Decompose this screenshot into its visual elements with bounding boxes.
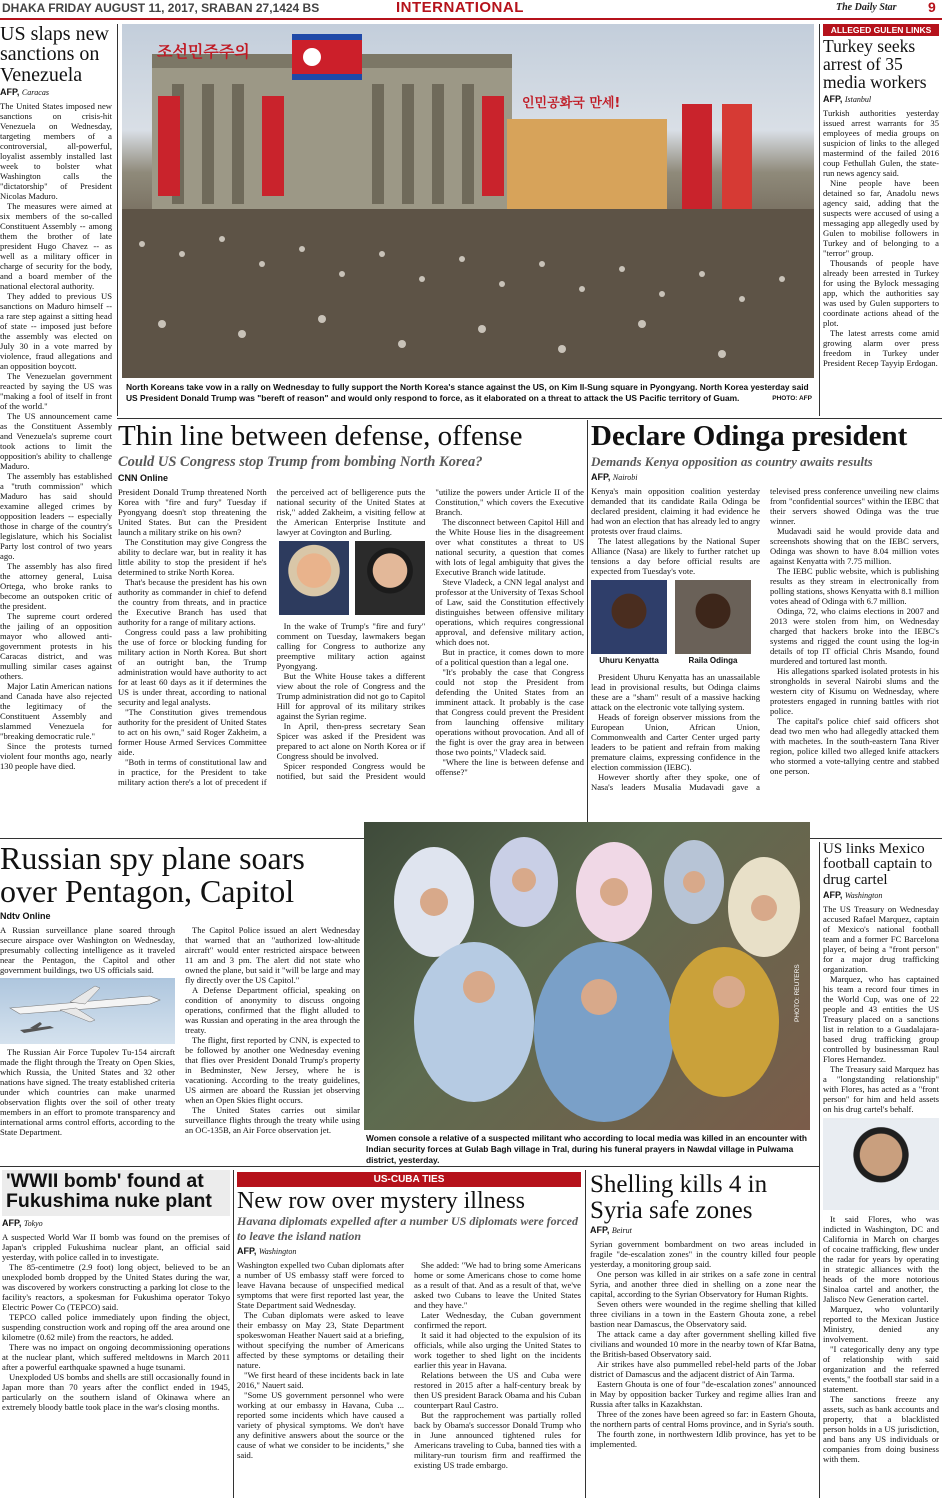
- paragraph: Steve Vladeck, a CNN legal analyst and professor at the University of Texas School of Law, said the Constitution effectively distinguishes between offensive military operations, which requires congressional approval, and defensive military action, which does not.: [435, 576, 584, 647]
- paragraph: The disconnect between Capitol Hill and the White House lies in the disagreement over what constitutes a threat to US national security, a question that comes with lots of legal ambiguity that gives the Executive Branch wide latitude.: [435, 516, 584, 577]
- bomb-headline: 'WWII bomb' found at Fukushima nuke plant: [6, 1170, 212, 1212]
- paragraph: A Russian surveillance plane soared through secure airspace over Washington on Wednesday, presumably collecting intelligence as it traveled near the Pentagon, the Capitol and other government buildings, two US officials said.: [0, 925, 175, 976]
- paragraph: The Constitution may give Congress the ability to declare war, but in reality it has little ability to stop the president if he's determined to strike North Korea.: [118, 536, 267, 577]
- banner-text: 조선민주주의: [157, 42, 250, 61]
- kashmir-funeral-photo: [364, 822, 810, 1130]
- bomb-body: [2, 1232, 230, 1412]
- byline-place: Washington: [258, 1247, 297, 1257]
- odinga-label: Raila Odinga: [688, 655, 738, 665]
- paragraph: Relations between the US and Cuba were restored in 2015 after a half-century break by then US president Barack Obama and his Cuban counterpart Raul Castro.: [414, 1370, 581, 1411]
- kenyatta-portrait: [591, 580, 667, 654]
- odinga-portrait: [675, 580, 751, 654]
- column-rule: [587, 420, 588, 832]
- paragraph: They added to previous US sanctions on Maduro himself -- a rare step against a sitting head of state -- imposed just before the assembly was elected on July 30 in a vote marred by violence, fraud allegations and an opposition boycott.: [0, 291, 112, 372]
- paragraph: The US announcement came as the Constituent Assembly and Venezuela's supreme court took actions to limit the opposition's ability to challenge Maduro.: [0, 411, 112, 472]
- paragraph: It said it had objected to the expulsion of its officials, while also urging the United States to work together to shed light on the incidents earlier this year in Havana.: [414, 1330, 581, 1371]
- column-rule: [117, 24, 118, 416]
- paragraph: "We first heard of these incidents back in late 2016," Nauert said.: [237, 1370, 404, 1391]
- russia-body: [0, 925, 360, 1180]
- paragraph: The United States imposed new sanctions on crisis-hit Venezuela on Wednesday, targeting members of a controversial, all-powerful, loyalist assembly installed last week to bolster what Washington calls the "dictatorship" of President Nicolas Maduro.: [0, 101, 112, 202]
- paragraph: "It's probably the case that Congress could not stop the President from defending the United States from an imminent attack. It probably is the case that Congress could prevent the President from launching offensive military operations without provocation. And all of the fight is over the gray area in between those two points," Vladeck said.: [435, 666, 584, 757]
- paragraph: A suspected World War II bomb was found on the premises of Japan's crippled Fukushima nuclear plant, an official said yesterday, with police called in to investigate.: [2, 1231, 230, 1262]
- column-rule: [819, 842, 820, 1498]
- paragraph: The latest arrests come amid growing alarm over press freedom in Turkey under President Recep Tayyip Erdogan.: [823, 327, 939, 368]
- paragraph: President Donald Trump threatened North Korea with "fire and fury" Tuesday if Pyongyang doesn't stop threatening the United States. But can the President launch a military strike on his own?: [118, 486, 267, 537]
- paragraph: Kenya's main opposition coalition yesterday demanded that its candidate Raila Odinga be declared president, claiming it had evidence he had won an election that has already led to angry protests over fraud claims.: [591, 485, 760, 536]
- banner-text-2: 인민공화국 만세!: [522, 96, 621, 111]
- cuba-kicker: US-CUBA TIES: [237, 1172, 581, 1187]
- paper-name: The Daily Star: [836, 2, 897, 13]
- byline-place: Istanbul: [844, 94, 872, 104]
- paragraph: However shortly after they spoke, one of Nasa's leaders Musalia Mudavadi gave a televised press conference unveiling new claims from "confidential sources" within the IEBC that their servers showed Odinga was the true winner.: [591, 485, 939, 792]
- paragraph: Odinga, 72, who claims elections in 2007 and 2013 were stolen from him, on Wednesday charged that hackers broke into the IEBC's systems and rigged the count using the log-in details of top IT official Chris Msando, found murdered and tortured last month.: [770, 605, 939, 666]
- cuba-body: [237, 1260, 581, 1486]
- paragraph: A Defense Department official, speaking on condition of anonymity to discuss ongoing operations, confirmed that the flight alluded to was Russian and operating in the area through the treaty.: [185, 985, 360, 1036]
- paragraph: The flight, first reported by CNN, is expected to be followed by another one Wednesday evening that flies over President Donald Trump's property in Bedminster, New Jersey, where he is vacationing. According to the treaty guidelines, US airmen are aboard the Russian jet observing when an Open Skies flight occurs.: [185, 1035, 360, 1106]
- mexico-story: [823, 842, 939, 1498]
- paragraph: Air strikes have also pummelled rebel-held parts of the Jobar district of Damascus and the adjacent district of Ain Tarma.: [590, 1359, 816, 1379]
- paragraph: Three of the zones have been agreed so far: in Eastern Ghouta, the northern parts of central Homs province, and in Syria's south.: [590, 1409, 816, 1429]
- byline-agency: AFP: [0, 87, 17, 98]
- pyongyang-rally-photo: [122, 24, 814, 378]
- bomb-story: [2, 1170, 230, 1498]
- photo-credit: PHOTO: AFP: [772, 395, 812, 402]
- byline-place: Tokyo: [23, 1218, 43, 1228]
- byline-agency: AFP: [823, 889, 840, 900]
- trump-body: [118, 487, 584, 822]
- paragraph: Mudavadi said he would provide data and screenshots showing that on the IEBC servers, Odinga was shown to have 8.04 million votes against Kenyatta with 7.75 million.: [770, 525, 939, 566]
- russian-plane-photo: [0, 978, 175, 1044]
- paragraph: The Capitol Police issued an alert Wednesday that warned that an "authorized low-altitude aircraft" would enter restricted airspace between 11 am and 3 pm. The alert did not state who owned the plane, but said it "will be large and may fly directly over the US Capitol.": [185, 925, 360, 986]
- paragraph: The 85-centimetre (2.9 foot) long object, believed to be an unexploded bomb dropped by the United States during the war, was discovered by workers constructing a parking lot close to the facility's reactors, a spokesman for Fukushima operator Tokyo Electric Power Co (TEPCO) said.: [2, 1261, 230, 1312]
- paragraph: The United States carries out similar surveillance flights through the treaty while using an OC-135B, an Air Force observation jet.: [185, 1105, 360, 1136]
- kim-portrait: [355, 541, 425, 615]
- paragraph: The supreme court ordered the jailing of an opposition mayor who allowed anti-government protests in his Caracas district, and was mulling similar cases against others.: [0, 611, 112, 682]
- syria-story: [590, 1172, 816, 1498]
- paragraph: The IEBC public website, which is publishing results as they stream in electronically from polling stations, shows Kenyatta with 8.1 million votes ahead of Odinga with 6.7 million.: [770, 565, 940, 606]
- paragraph: "The Constitution gives tremendous authority for the president of United States to act on his own," said Roger Zakheim, a former House Armed Services Committee aide.: [118, 706, 267, 757]
- paragraph: The Venezuelan government reacted by saying the US was "making a fool of itself in front of the world.": [0, 371, 112, 412]
- bomb-headline-box: [2, 1170, 230, 1216]
- turkey-body: [823, 108, 939, 368]
- paragraph: "Both in terms of constitutional law and in practice, for the President to take military action there's a lot of precedent if the perceived act of belligerence puts the national security of the United States at risk," added Zakheim, a visiting fellow at the American Enterprise Institute and lawyer at Covington and Burling.: [118, 486, 426, 787]
- kenya-byline: AFP, Nairobi: [591, 471, 638, 482]
- paragraph: The assembly has also fired the attorney general, Luisa Ortega, who broke ranks to become an outspoken critic of the president.: [0, 561, 112, 612]
- turkey-kicker: ALLEGED GULEN LINKS: [823, 24, 939, 36]
- paragraph: "I categorically deny any type of relationship with said organization and the referred events," the football star said in a statement.: [823, 1343, 939, 1394]
- kenya-body: [591, 486, 939, 836]
- byline-agency: AFP: [590, 1225, 607, 1235]
- rally-illustration: [122, 24, 814, 378]
- turkey-story: [823, 24, 939, 416]
- paragraph: But the rapprochement was partially rolled back by Obama's successor Donald Trump who in June announced tightened rules for Americans traveling to Cuba, banned ties with a military-run tourism firm and reaffirmed the existing US trade embargo.: [414, 1410, 581, 1471]
- paragraph: The measures were aimed at six members of the so-called Constituent Assembly -- among them the brother of late president Hugo Chavez -- as well as a military officer in charge of security for the body, and a board member of the national electoral authority.: [0, 201, 112, 292]
- masthead: [0, 0, 942, 18]
- paragraph: One person was killed in air strikes on a safe zone in central Syria, and another three died in shelling on a zone near the capital, according to the Syrian Observatory for Human Rights.: [590, 1269, 816, 1299]
- column-rule: [233, 1170, 234, 1498]
- cuba-story: [237, 1172, 581, 1498]
- paragraph: Syrian government bombardment on two areas included in fragile "de-escalation zones" in the country killed four people yesterday, a monitoring group said.: [590, 1239, 816, 1269]
- paragraph: Unexploded US bombs and shells are still occasionally found in Japan more than 70 years after the conflict ended in 1945, particularly on the southern island of Okinawa where an extremely bloody battle took place in the war's closing months.: [2, 1371, 230, 1412]
- paragraph: "Where the line is between defense and offense?": [435, 756, 584, 777]
- paragraph: Washington expelled two Cuban diplomats after a number of US embassy staff were forced to leave Havana because of unspecified medical symptoms that were first reported last year, the State Department said Wednesday.: [237, 1260, 404, 1311]
- funeral-illustration: [364, 822, 810, 1130]
- caption-text: North Koreans take vow in a rally on Wednesday to fully support the North Korea's stance against the US, on Kim Il-Sung square in Pyongyang. North Korea yesterday said US President Donald Trump was "bereft of reason" and would only respond to force, as it elaborated on a threat to attack the US Pacific territory of Guam.: [126, 382, 809, 403]
- venezuela-headline: US slaps new sanctions on Venezuela: [0, 23, 109, 86]
- venezuela-story: [0, 24, 112, 840]
- paragraph: There was no impact on ongoing decommissioning operations at the nuclear plant, which suffered meltdowns in March 2011 after a powerful earthquake spawned a huge tsunami.: [2, 1341, 230, 1372]
- kenya-photos: [591, 580, 760, 668]
- russia-byline: Ndtv Online: [0, 911, 51, 922]
- paragraph: The attack came a day after government shelling killed five civilians and wounded 10 more in the nearby town of Kfar Batna, the British-based Observatory said.: [590, 1329, 816, 1359]
- section-title: INTERNATIONAL: [396, 0, 524, 16]
- byline-place: Caracas: [21, 88, 49, 98]
- paragraph: The Russian Air Force Tupolev Tu-154 aircraft made the flight through the Treaty on Open Skies, which Russia, the United States and 32 other nations have signed. The treaty established criteria under which countries can make unarmed observation flights over the soil of other treaty members in an effort to promote transparency and international arms control efforts, according to the State Department.: [0, 1047, 175, 1138]
- paragraph: Seven others were wounded in the regime shelling that killed three civilians in a town in the Eastern Ghouta zone, a rebel bastion near Damascus, the Observatory said.: [590, 1299, 816, 1329]
- marquez-portrait: [823, 1118, 939, 1210]
- turkey-headline: Turkey seeks arrest of 35 media workers: [823, 36, 927, 92]
- paragraph: The Treasury said Marquez has a "longstanding relationship" with Flores, has acted as a "front person" for him and held assets on his drug cartel's behalf.: [823, 1063, 939, 1114]
- paragraph: Nine people have been detained so far, Anadolu news agency said, adding that the suspects were accused of using a messaging app allegedly used by Gulen to mobilise followers in Turkey and of belonging to a "terror" group.: [823, 177, 939, 258]
- paragraph: In April, then-press secretary Sean Spicer was asked if the President was prepared to act alone on North Korea or if Congress should be involved.: [276, 720, 426, 761]
- page-number: 9: [928, 0, 936, 15]
- kenya-deck: Demands Kenya opposition as country awaits results: [591, 453, 873, 469]
- byline-agency: AFP: [2, 1217, 19, 1228]
- syria-body: [590, 1239, 816, 1449]
- paragraph: The capital's police chief said officers shot dead two men who had allegedly attacked them with machetes. In the south-eastern Tana River region, police killed two alleged knife attackers who stormed a vote-tallying centre and stabbed one person.: [770, 715, 939, 776]
- column-rule: [819, 24, 820, 416]
- paragraph: It said Flores, who was indicted in Washington, DC and California in March on charges of cocaine trafficking, flew under the radar for years by operating in strategic alliances with the heads of the more notorious Sinaloa cartel and another, the Jalisco New Generation cartel.: [823, 1213, 939, 1304]
- trump-story: [118, 422, 584, 834]
- paragraph: TEPCO called police immediately upon finding the object, suspending construction work and roping off the area around one kilometre (0.62 mile) from the reactors, he added.: [2, 1311, 230, 1342]
- kenya-story: [591, 422, 939, 834]
- masthead-rule: [0, 18, 942, 20]
- paragraph: The sanctions freeze any assets, such as bank accounts and property, that a blacklisted person holds in a US jurisdiction, and bans any US individuals or companies from doing business with them.: [823, 1393, 939, 1464]
- byline-place: Beirut: [611, 1226, 632, 1235]
- section-rule: [0, 1166, 819, 1167]
- paragraph: Later Wednesday, the Cuban government confirmed the report.: [414, 1310, 581, 1331]
- trump-byline: CNN Online: [118, 472, 169, 483]
- byline-agency: AFP: [591, 471, 608, 482]
- paragraph: Heads of foreign observer missions from the European Union, African Union, Commonwealth and Carter Center urged party leaders to be patient and refrain from making premature claims, expressing confidence in the election commission (IEBC).: [591, 711, 760, 772]
- trump-kim-photos: [277, 541, 426, 617]
- paragraph: Spicer responded Congress would be notified, but said the President would "utilize the powers under Article II of the Constitution," which covers the Executive Branch.: [276, 486, 584, 781]
- byline-place: Washington: [844, 890, 883, 900]
- mexico-headline: US links Mexico football captain to drug cartel: [823, 841, 933, 888]
- paragraph: The US Treasury on Wednesday accused Rafael Marquez, captain of Mexico's national football team and a former FC Barcelona player, of being a "front person" for a major drug trafficking organization.: [823, 903, 939, 974]
- pyongyang-caption: [126, 382, 812, 408]
- paragraph: Thousands of people have already been arrested in Turkey for using the Bylock messaging app, which the authorities say was used by Gulen supporters to coordinate actions ahead of the plot.: [823, 257, 939, 328]
- paragraph: His allegations sparked isolated protests in his strongholds in several Nairobi slums and the western city of Kisumu on Wednesday, where protesters engaged in running battles with riot police.: [770, 665, 939, 716]
- paragraph: She added: "We had to bring some Americans home or some Americans chose to come home as a result of that. And as a result of that, we've asked two Cubans to leave the United States and they have.": [414, 1260, 581, 1311]
- trump-deck: Could US Congress stop Trump from bombing North Korea?: [118, 453, 483, 470]
- russia-headline: Russian spy plane soars over Pentagon, Capitol: [0, 840, 305, 909]
- paragraph: The Cuban diplomats were asked to leave their embassy on May 23, State Department spokeswoman Heather Nauert said at a briefing, without specifying the number of Americans affected by these symptoms or detailing their nature.: [237, 1310, 404, 1371]
- section-rule: [117, 418, 942, 419]
- paragraph: The assembly has established a "truth commission" which Maduro has said should examine alleged crimes by opposition leaders -- especially those in charge of the country's legislature, which his Socialist Party lost control of two years ago.: [0, 471, 112, 562]
- paragraph: But in practice, it comes down to more of a political question than a legal one.: [435, 646, 584, 667]
- paragraph: Major Latin American nations and Canada have also rejected the legitimacy of the Constituent Assembly and slammed Venezuela for "breaking democratic rule.": [0, 681, 112, 742]
- dateline: DHAKA FRIDAY AUGUST 11, 2017, SRABAN 27,1424 BS: [2, 1, 320, 15]
- kenyatta-label: Uhuru Kenyatta: [599, 655, 659, 665]
- trump-portrait: [279, 541, 349, 615]
- paragraph: Marquez, who voluntarily reported to the Mexican Justice Ministry, denied any involvement.: [823, 1303, 939, 1344]
- paragraph: "Some US government personnel who were working at our embassy in Havana, Cuba ... reported some incidents which have caused a variety of physical symptoms. We don't have any definitive answers about the source or the cause of what we consider to be incidents," she said.: [237, 1390, 404, 1461]
- cuba-headline: New row over mystery illness: [237, 1188, 525, 1214]
- venezuela-byline: AFP, Caracas: [0, 87, 49, 98]
- column-rule: [585, 1170, 586, 1498]
- trump-headline: Thin line between defense, offense: [118, 420, 523, 452]
- byline-agency: AFP: [237, 1246, 254, 1257]
- paragraph: The latest allegations by the National Super Alliance (Nasa) are likely to further ratchet up tensions a day before official results are expected from Tuesday's vote.: [591, 535, 760, 576]
- syria-headline: Shelling kills 4 in Syria safe zones: [590, 1171, 768, 1224]
- paragraph: Turkish authorities yesterday issued arrest warrants for 35 employees of media groups on suspicion of links to the alleged mastermind of the failed 2016 coup Fethullah Gulen, the state-run news agency said.: [823, 107, 939, 178]
- kashmir-photo-credit: PHOTO: REUTERS: [794, 964, 801, 1022]
- mexico-byline: AFP, Washington: [823, 889, 883, 900]
- paragraph: Eastern Ghouta is one of four "de-escalation zones" announced in May by opposition backer Turkey and regime allies Iran and Russia after talks in Kazakhstan.: [590, 1379, 816, 1409]
- paragraph: Marquez, who has captained his team a record four times in the World Cup, was one of 22 people and 43 entities the US Treasury placed on a sanctions list in relation to a Guadalajara-based drug trafficking group controlled by businessman Raul Flores Hernandez.: [823, 973, 939, 1064]
- paragraph: The fourth zone, in northwestern Idlib province, has yet to be implemented.: [590, 1429, 816, 1449]
- cuba-byline: AFP, Washington: [237, 1246, 297, 1257]
- paragraph: Since the protests turned violent four months ago, nearly 130 people have died.: [0, 741, 112, 772]
- kashmir-caption: Women console a relative of a suspected militant who according to local media was killed in an encounter with Indian security forces at Gulab Bagh village in Tral, during his funeral prayers in Nawdal village in Pulwama district, yesterday.: [366, 1133, 808, 1165]
- byline-place: Nairobi: [612, 472, 638, 482]
- syria-byline: AFP, Beirut: [590, 1225, 632, 1235]
- paragraph: President Uhuru Kenyatta has an unassailable lead in provisional results, but Odinga claims these are a "sham" result of a massive hacking attack on the electronic vote tallying system.: [591, 671, 760, 712]
- cuba-deck: Havana diplomats expelled after a number US diplomats were forced to leave the island nation: [237, 1214, 578, 1244]
- venezuela-body: [0, 101, 112, 771]
- bomb-byline: AFP, Tokyo: [2, 1217, 43, 1228]
- kenya-headline: Declare Odinga president: [591, 420, 908, 452]
- paragraph: But the White House takes a different view about the role of Congress and the Trump administration did not go to Capitol Hill for approval of its military strikes against the Syrian regime.: [276, 670, 426, 721]
- paragraph: That's because the president has his own authority as commander in chief to defend the country from threats, and in practice the Executive Branch has used that authority for a range of military actions.: [118, 576, 267, 627]
- plane-illustration: [0, 978, 170, 1044]
- paragraph: In the wake of Trump's "fire and fury" comment on Tuesday, lawmakers began calling for Congress to authorize any preemptive military action against Pyongyang.: [276, 620, 426, 671]
- paragraph: Congress could pass a law prohibiting the use of force or blocking funding for military action in North Korea. But short of an outright ban, the Trump administration would have authority to act for at least 60 days as it if determines the US is under threat, according to national security and legal analysts.: [118, 626, 267, 707]
- russia-story: [0, 842, 360, 1162]
- turkey-byline: AFP, Istanbul: [823, 93, 872, 104]
- byline-agency: AFP: [823, 93, 840, 104]
- mexico-body: [823, 904, 939, 1464]
